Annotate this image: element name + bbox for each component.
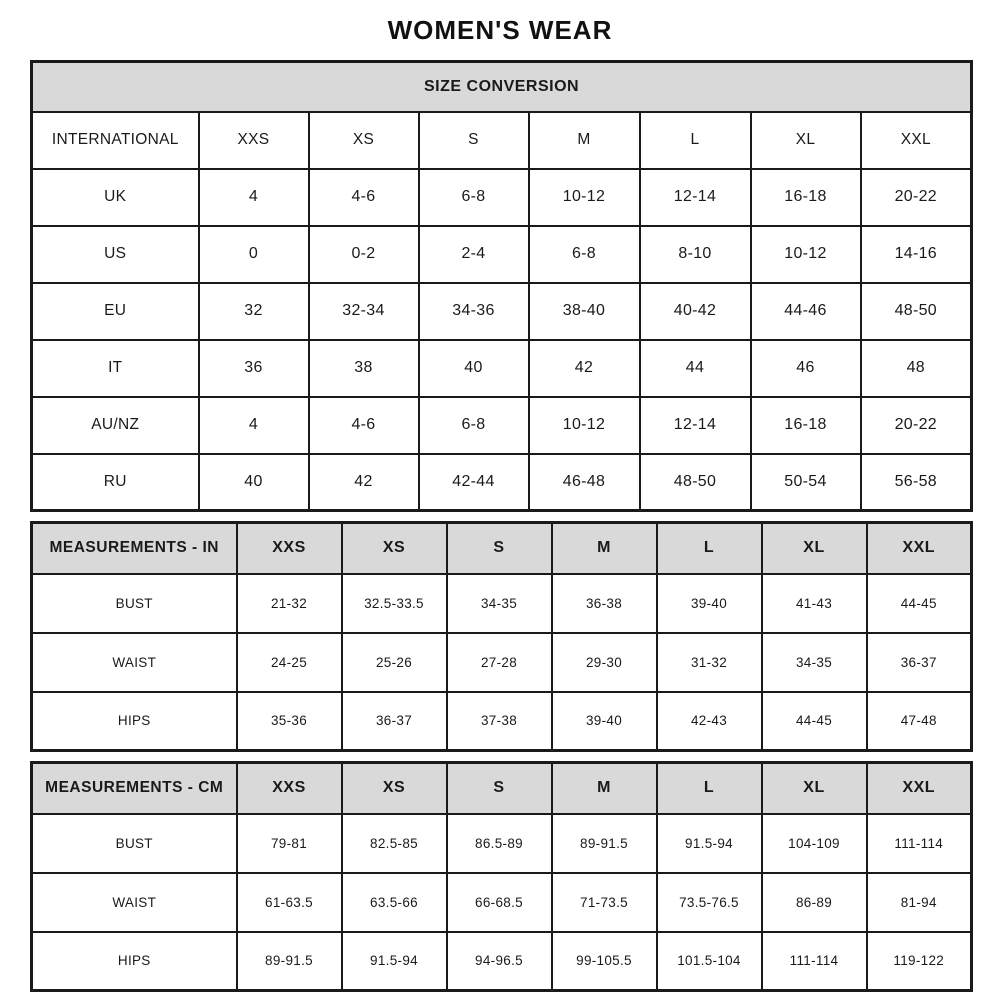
size-value-cell: 36: [199, 340, 309, 397]
size-value-cell: 4-6: [309, 169, 419, 226]
size-value-cell: 12-14: [640, 169, 751, 226]
row-label: AU/NZ: [32, 397, 199, 454]
size-value-cell: 0-2: [309, 226, 419, 283]
size-col-header: M: [529, 112, 640, 169]
size-value-cell: 20-22: [861, 397, 972, 454]
measurements-in-table: [30, 521, 973, 752]
measure-value-cell: 111-114: [867, 814, 972, 873]
row-label: WAIST: [32, 873, 237, 932]
size-col-header: L: [657, 763, 762, 814]
size-value-cell: 40: [419, 340, 529, 397]
table-row-aunz: [32, 397, 972, 454]
size-col-header: L: [640, 112, 751, 169]
measure-value-cell: 91.5-94: [657, 814, 762, 873]
measure-value-cell: 63.5-66: [342, 873, 447, 932]
measure-value-cell: 94-96.5: [447, 932, 552, 991]
size-col-header: S: [447, 523, 552, 574]
size-value-cell: 6-8: [419, 397, 529, 454]
measure-value-cell: 71-73.5: [552, 873, 657, 932]
row-label: US: [32, 226, 199, 283]
measure-value-cell: 31-32: [657, 633, 762, 692]
size-col-header: S: [419, 112, 529, 169]
size-value-cell: 48-50: [861, 283, 972, 340]
size-value-cell: 32: [199, 283, 309, 340]
size-value-cell: 44: [640, 340, 751, 397]
measurements-cm-header-row: [32, 763, 972, 814]
measure-value-cell: 36-37: [342, 692, 447, 751]
size-value-cell: 40: [199, 454, 309, 511]
size-col-header: L: [657, 523, 762, 574]
size-value-cell: 32-34: [309, 283, 419, 340]
size-value-cell: 6-8: [529, 226, 640, 283]
table-row-uk: [32, 169, 972, 226]
size-value-cell: 2-4: [419, 226, 529, 283]
measure-value-cell: 35-36: [237, 692, 342, 751]
size-conversion-title: SIZE CONVERSION: [32, 62, 972, 112]
measure-value-cell: 89-91.5: [237, 932, 342, 991]
size-col-header: XL: [762, 763, 867, 814]
page-title: WOMEN'S WEAR: [387, 15, 613, 45]
size-value-cell: 4: [199, 169, 309, 226]
size-value-cell: 42: [529, 340, 640, 397]
measure-value-cell: 27-28: [447, 633, 552, 692]
size-value-cell: 48: [861, 340, 972, 397]
measure-value-cell: 61-63.5: [237, 873, 342, 932]
measure-value-cell: 21-32: [237, 574, 342, 633]
measure-value-cell: 82.5-85: [342, 814, 447, 873]
size-col-header: XXS: [237, 523, 342, 574]
size-col-header: XS: [342, 523, 447, 574]
measure-value-cell: 86-89: [762, 873, 867, 932]
table-row-hips-in: [32, 692, 972, 751]
row-label: BUST: [32, 574, 237, 633]
measure-value-cell: 119-122: [867, 932, 972, 991]
row-label: UK: [32, 169, 199, 226]
measure-value-cell: 101.5-104: [657, 932, 762, 991]
measure-value-cell: 81-94: [867, 873, 972, 932]
size-value-cell: 34-36: [419, 283, 529, 340]
size-value-cell: 56-58: [861, 454, 972, 511]
size-conversion-table: [30, 60, 973, 512]
size-col-header: XXL: [867, 763, 972, 814]
measure-value-cell: 99-105.5: [552, 932, 657, 991]
measure-value-cell: 32.5-33.5: [342, 574, 447, 633]
size-value-cell: 42: [309, 454, 419, 511]
size-col-header: M: [552, 763, 657, 814]
size-col-header: XL: [751, 112, 861, 169]
measure-value-cell: 104-109: [762, 814, 867, 873]
measure-value-cell: 36-38: [552, 574, 657, 633]
row-label: IT: [32, 340, 199, 397]
size-value-cell: 40-42: [640, 283, 751, 340]
size-value-cell: 12-14: [640, 397, 751, 454]
table-row-us: [32, 226, 972, 283]
size-value-cell: 6-8: [419, 169, 529, 226]
size-col-header: XS: [342, 763, 447, 814]
measure-value-cell: 39-40: [657, 574, 762, 633]
column-header-row: [32, 112, 972, 169]
label-header-international: INTERNATIONAL: [32, 112, 199, 169]
table-row-hips-cm: [32, 932, 972, 991]
table-row-waist-cm: [32, 873, 972, 932]
measure-value-cell: 29-30: [552, 633, 657, 692]
size-value-cell: 46: [751, 340, 861, 397]
size-col-header: XXL: [867, 523, 972, 574]
measure-value-cell: 44-45: [762, 692, 867, 751]
table-row-bust-cm: [32, 814, 972, 873]
size-value-cell: 16-18: [751, 397, 861, 454]
size-value-cell: 48-50: [640, 454, 751, 511]
size-col-header: XL: [762, 523, 867, 574]
measure-value-cell: 42-43: [657, 692, 762, 751]
measure-value-cell: 79-81: [237, 814, 342, 873]
size-col-header: S: [447, 763, 552, 814]
measurements-in-title: MEASUREMENTS - IN: [32, 523, 237, 574]
measure-value-cell: 91.5-94: [342, 932, 447, 991]
size-col-header: XXS: [199, 112, 309, 169]
measurements-cm-title: MEASUREMENTS - CM: [32, 763, 237, 814]
size-value-cell: 10-12: [751, 226, 861, 283]
size-value-cell: 20-22: [861, 169, 972, 226]
size-col-header: XS: [309, 112, 419, 169]
table-row-it: [32, 340, 972, 397]
measure-value-cell: 47-48: [867, 692, 972, 751]
size-value-cell: 38-40: [529, 283, 640, 340]
measure-value-cell: 36-37: [867, 633, 972, 692]
row-label: RU: [32, 454, 199, 511]
size-value-cell: 10-12: [529, 169, 640, 226]
size-col-header: XXS: [237, 763, 342, 814]
size-value-cell: 0: [199, 226, 309, 283]
row-label: EU: [32, 283, 199, 340]
measurements-cm-table: [30, 761, 973, 992]
measure-value-cell: 44-45: [867, 574, 972, 633]
measure-value-cell: 25-26: [342, 633, 447, 692]
measure-value-cell: 34-35: [447, 574, 552, 633]
size-value-cell: 14-16: [861, 226, 972, 283]
size-value-cell: 44-46: [751, 283, 861, 340]
size-value-cell: 38: [309, 340, 419, 397]
measure-value-cell: 73.5-76.5: [657, 873, 762, 932]
size-value-cell: 4: [199, 397, 309, 454]
row-label: BUST: [32, 814, 237, 873]
size-value-cell: 10-12: [529, 397, 640, 454]
measure-value-cell: 89-91.5: [552, 814, 657, 873]
table-row-bust-in: [32, 574, 972, 633]
size-value-cell: 42-44: [419, 454, 529, 511]
size-value-cell: 16-18: [751, 169, 861, 226]
measure-value-cell: 66-68.5: [447, 873, 552, 932]
table-row-ru: [32, 454, 972, 511]
measure-value-cell: 111-114: [762, 932, 867, 991]
measure-value-cell: 41-43: [762, 574, 867, 633]
size-value-cell: 8-10: [640, 226, 751, 283]
measurements-in-header-row: [32, 523, 972, 574]
row-label: WAIST: [32, 633, 237, 692]
measure-value-cell: 34-35: [762, 633, 867, 692]
measure-value-cell: 86.5-89: [447, 814, 552, 873]
measure-value-cell: 24-25: [237, 633, 342, 692]
row-label: HIPS: [32, 932, 237, 991]
size-col-header: M: [552, 523, 657, 574]
measure-value-cell: 37-38: [447, 692, 552, 751]
row-label: HIPS: [32, 692, 237, 751]
measure-value-cell: 39-40: [552, 692, 657, 751]
size-value-cell: 4-6: [309, 397, 419, 454]
table-row-waist-in: [32, 633, 972, 692]
size-col-header: XXL: [861, 112, 972, 169]
size-value-cell: 46-48: [529, 454, 640, 511]
size-value-cell: 50-54: [751, 454, 861, 511]
table-row-eu: [32, 283, 972, 340]
table-header-row: [32, 62, 972, 112]
